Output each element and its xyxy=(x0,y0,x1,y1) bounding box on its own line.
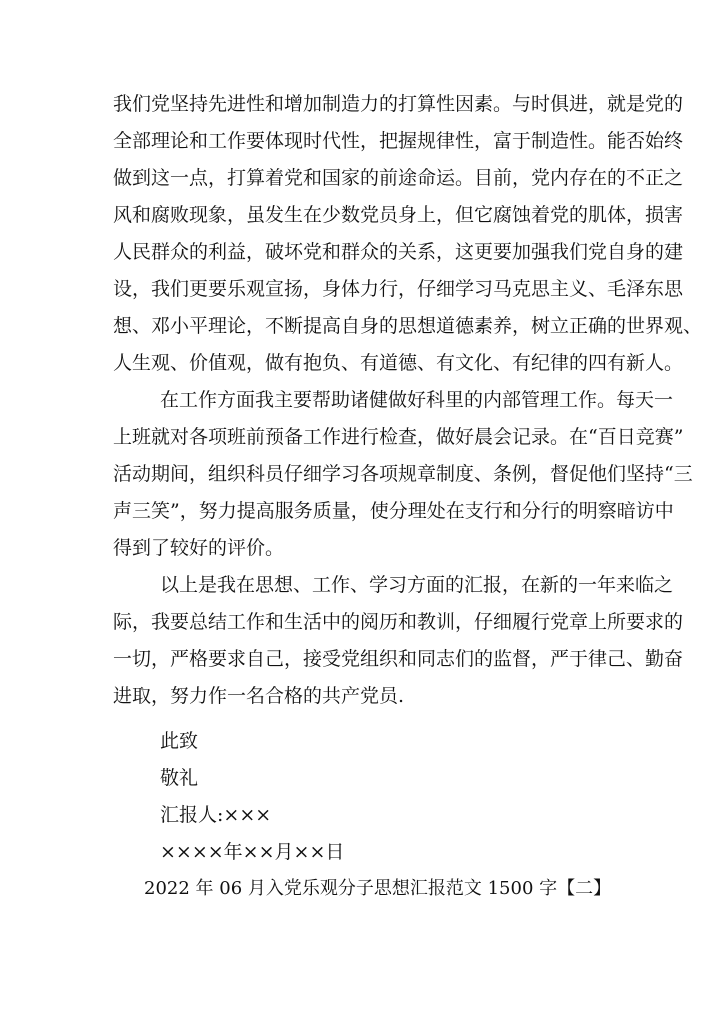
paragraph-3-line-4: 进取，努力作一名合格的共产党员. xyxy=(113,685,405,707)
paragraph-3-line-3: 一切，严格要求自己，接受党组织和同志们的监督，严于律己、勤奋 xyxy=(113,648,684,670)
paragraph-1-line-3: 做到这一点，打算着党和国家的前途命运。目前，党内存在的不正之 xyxy=(113,167,684,189)
paragraph-1-line-8: 人生观、价值观，做有抱负、有道德、有文化、有纪律的四有新人。 xyxy=(113,352,684,374)
paragraph-3-line-2: 际，我要总结工作和生活中的阅历和教训，仔细履行党章上所要求的 xyxy=(113,611,684,633)
paragraph-1-line-2: 全部理论和工作要体现时代性，把握规律性，富于制造性。能否始终 xyxy=(113,130,684,152)
closing-salutation-2: 敬礼 xyxy=(160,767,199,789)
paragraph-2-line-2: 上班就对各项班前预备工作进行检查，做好晨会记录。在“百日竞赛” xyxy=(113,426,684,448)
paragraph-1-line-5: 人民群众的利益，破坏党和群众的关系，这更要加强我们党自身的建 xyxy=(113,241,684,263)
closing-salutation-1: 此致 xyxy=(160,730,199,752)
paragraph-1-line-6: 设，我们更要乐观宣扬，身体力行，仔细学习马克思主义、毛泽东思 xyxy=(113,278,684,300)
paragraph-2-line-3: 活动期间，组织科员仔细学习各项规章制度、条例，督促他们坚持“三 xyxy=(113,463,693,485)
paragraph-1-line-1: 我们党坚持先进性和增加制造力的打算性因素。与时俱进，就是党的 xyxy=(113,93,684,115)
next-section-heading: 2022 年 06 月入党乐观分子思想汇报范文 1500 字【二】 xyxy=(144,878,612,899)
paragraph-2-line-5: 得到了较好的评价。 xyxy=(113,537,285,559)
report-date: ××××年××月××日 xyxy=(160,841,345,863)
paragraph-2-line-1: 在工作方面我主要帮助诸健做好科里的内部管理工作。每天一 xyxy=(160,389,674,411)
paragraph-3-line-1: 以上是我在思想、工作、学习方面的汇报，在新的一年来临之 xyxy=(160,574,674,596)
paragraph-1-line-4: 风和腐败现象，虽发生在少数党员身上，但它腐蚀着党的肌体，损害 xyxy=(113,204,684,226)
paragraph-2-line-4: 声三笑”，努力提高服务质量，使分理处在支行和分行的明察暗访中 xyxy=(113,500,674,522)
reporter-signature: 汇报人:××× xyxy=(160,804,272,826)
paragraph-1-line-7: 想、邓小平理论，不断提高自身的思想道德素养，树立正确的世界观、 xyxy=(113,315,703,337)
